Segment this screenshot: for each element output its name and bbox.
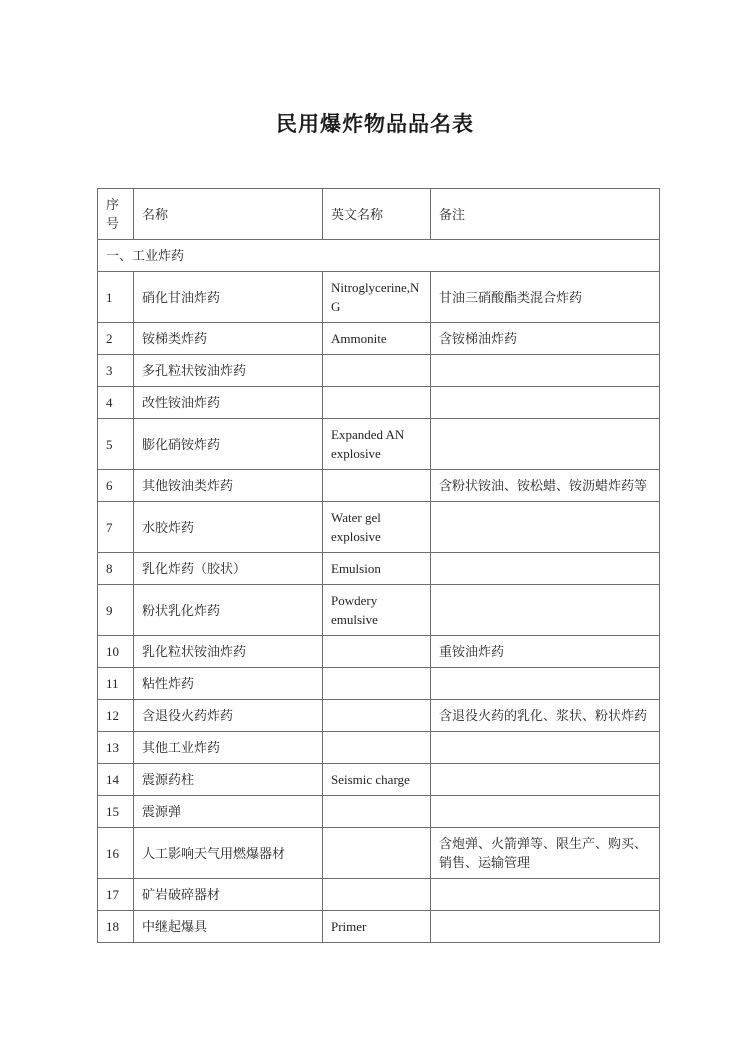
cell-en: Powdery emulsive — [323, 585, 431, 636]
section-label: 一、工业炸药 — [98, 240, 660, 272]
cell-en — [323, 387, 431, 419]
cell-en — [323, 879, 431, 911]
cell-no: 8 — [98, 553, 134, 585]
cell-no: 3 — [98, 355, 134, 387]
cell-name: 铵梯类炸药 — [134, 323, 323, 355]
cell-note — [431, 879, 660, 911]
cell-en — [323, 470, 431, 502]
cell-note — [431, 764, 660, 796]
table-row — [98, 668, 660, 700]
cell-note — [431, 796, 660, 828]
cell-name: 中继起爆具 — [134, 911, 323, 943]
cell-no: 1 — [98, 272, 134, 323]
cell-note — [431, 585, 660, 636]
cell-name: 人工影响天气用燃爆器材 — [134, 828, 323, 879]
cell-en: Nitroglycerine,NG — [323, 272, 431, 323]
cell-note: 甘油三硝酸酯类混合炸药 — [431, 272, 660, 323]
cell-no: 4 — [98, 387, 134, 419]
cell-note — [431, 668, 660, 700]
cell-name: 震源药柱 — [134, 764, 323, 796]
cell-no: 16 — [98, 828, 134, 879]
cell-note: 含铵梯油炸药 — [431, 323, 660, 355]
cell-no: 7 — [98, 502, 134, 553]
cell-name: 粘性炸药 — [134, 668, 323, 700]
cell-note — [431, 553, 660, 585]
cell-name: 其他工业炸药 — [134, 732, 323, 764]
column-header-no: 序号 — [98, 189, 134, 240]
cell-en: Ammonite — [323, 323, 431, 355]
cell-no: 13 — [98, 732, 134, 764]
table-row — [98, 419, 660, 470]
cell-en: Emulsion — [323, 553, 431, 585]
cell-name: 其他铵油类炸药 — [134, 470, 323, 502]
section-row — [98, 240, 660, 272]
cell-no: 15 — [98, 796, 134, 828]
cell-no: 18 — [98, 911, 134, 943]
cell-name: 含退役火药炸药 — [134, 700, 323, 732]
header-row — [98, 189, 660, 240]
page-title: 民用爆炸物品品名表 — [276, 112, 474, 136]
table-body — [98, 240, 660, 943]
cell-no: 14 — [98, 764, 134, 796]
cell-note — [431, 911, 660, 943]
cell-no: 6 — [98, 470, 134, 502]
cell-note — [431, 502, 660, 553]
table-row — [98, 764, 660, 796]
table-row — [98, 636, 660, 668]
table-row — [98, 502, 660, 553]
table-row — [98, 553, 660, 585]
cell-en — [323, 732, 431, 764]
cell-note — [431, 387, 660, 419]
cell-note — [431, 419, 660, 470]
table-row — [98, 585, 660, 636]
column-header-note: 备注 — [431, 189, 660, 240]
cell-name: 粉状乳化炸药 — [134, 585, 323, 636]
cell-en: Expanded AN explosive — [323, 419, 431, 470]
cell-note: 含粉状铵油、铵松蜡、铵沥蜡炸药等 — [431, 470, 660, 502]
table-row — [98, 911, 660, 943]
column-header-en: 英文名称 — [323, 189, 431, 240]
cell-note — [431, 732, 660, 764]
cell-en — [323, 636, 431, 668]
cell-en: Seismic charge — [323, 764, 431, 796]
table-row — [98, 323, 660, 355]
table-row — [98, 796, 660, 828]
cell-name: 改性铵油炸药 — [134, 387, 323, 419]
cell-name: 多孔粒状铵油炸药 — [134, 355, 323, 387]
table-row — [98, 879, 660, 911]
cell-name: 硝化甘油炸药 — [134, 272, 323, 323]
cell-name: 水胶炸药 — [134, 502, 323, 553]
cell-note — [431, 355, 660, 387]
table-row — [98, 387, 660, 419]
table-row — [98, 700, 660, 732]
cell-no: 9 — [98, 585, 134, 636]
column-header-name: 名称 — [134, 189, 323, 240]
table-row — [98, 470, 660, 502]
cell-en — [323, 700, 431, 732]
table-row — [98, 828, 660, 879]
cell-no: 2 — [98, 323, 134, 355]
cell-no: 10 — [98, 636, 134, 668]
cell-note: 含退役火药的乳化、浆状、粉状炸药 — [431, 700, 660, 732]
cell-en — [323, 355, 431, 387]
cell-name: 乳化粒状铵油炸药 — [134, 636, 323, 668]
cell-note: 重铵油炸药 — [431, 636, 660, 668]
table-row — [98, 355, 660, 387]
cell-name: 震源弹 — [134, 796, 323, 828]
cell-note: 含炮弹、火箭弹等、限生产、购买、销售、运输管理 — [431, 828, 660, 879]
cell-en — [323, 796, 431, 828]
cell-en — [323, 668, 431, 700]
table-row — [98, 272, 660, 323]
explosives-table-container — [97, 188, 659, 943]
cell-name: 乳化炸药（胶状） — [134, 553, 323, 585]
cell-name: 矿岩破碎器材 — [134, 879, 323, 911]
cell-no: 5 — [98, 419, 134, 470]
explosives-table — [97, 188, 660, 943]
cell-en: Water gel explosive — [323, 502, 431, 553]
table-row — [98, 732, 660, 764]
cell-no: 17 — [98, 879, 134, 911]
cell-no: 11 — [98, 668, 134, 700]
cell-en — [323, 828, 431, 879]
cell-en: Primer — [323, 911, 431, 943]
cell-no: 12 — [98, 700, 134, 732]
cell-name: 膨化硝铵炸药 — [134, 419, 323, 470]
